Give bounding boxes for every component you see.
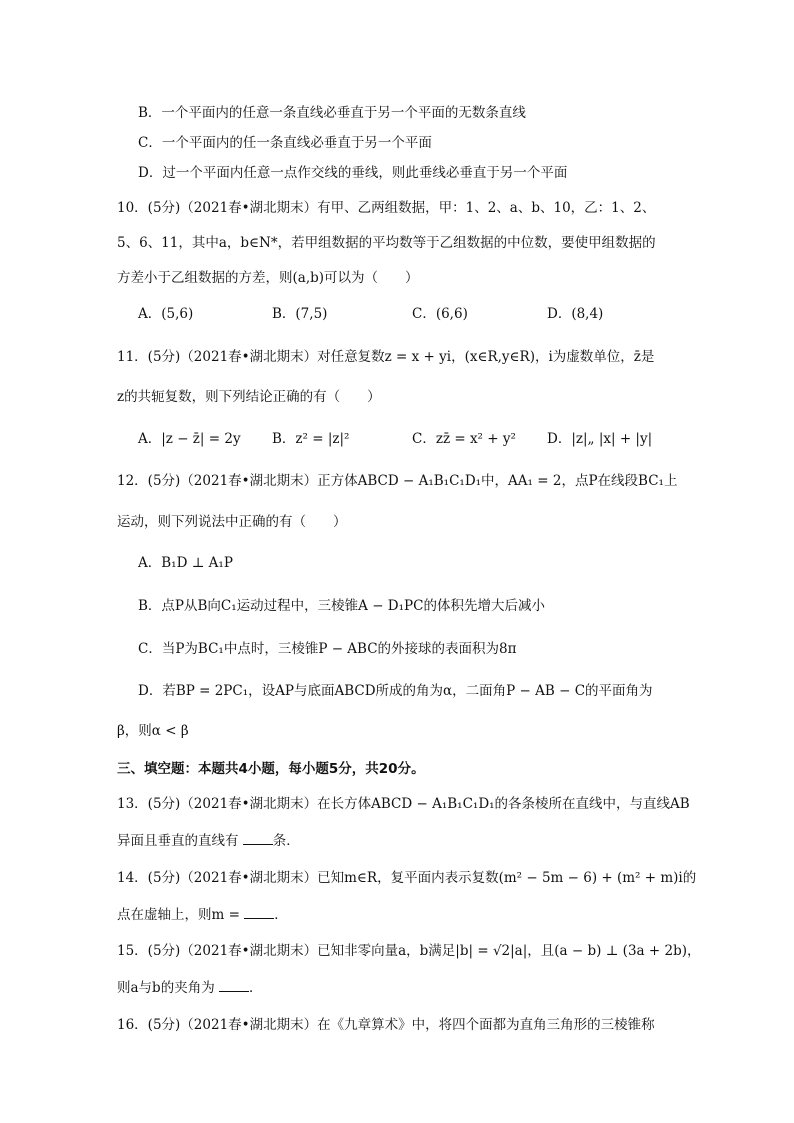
q12-option-d-cont: β，则α < β — [117, 723, 189, 739]
q9-option-b: B．一个平面内的任意一条直线必垂直于另一个平面的无数条直线 — [138, 105, 526, 121]
q9-option-d: D．过一个平面内任意一点作交线的垂线，则此垂线必垂直于另一个平面 — [138, 165, 568, 181]
q15-text-b: ． — [248, 980, 263, 996]
q11-stem-line2: z的共轭复数，则下列结论正确的有（ ） — [117, 389, 381, 405]
q11-option-b: B．z² = |z|² — [272, 431, 350, 447]
q13-text-b: 条． — [272, 833, 300, 849]
q15-answer-blank[interactable] — [219, 979, 249, 992]
q14-answer-blank[interactable] — [244, 906, 274, 919]
q10-stem-line1: 10．(5分)（2021春•湖北期末）有甲、乙两组数据，甲：1、2、a、b、10，乙：1、2、 — [117, 200, 656, 216]
q10-option-a: A．(5,6) — [138, 306, 194, 322]
q15-stem-line2 — [117, 979, 262, 997]
q12-stem-line2: 运动，则下列说法中正确的有（ ） — [117, 514, 347, 530]
section-3-heading: 三、填空题：本题共4小题，每小题5分，共20分。 — [117, 761, 425, 777]
q13-answer-blank[interactable] — [243, 832, 273, 845]
q10-stem-line2: 5、6、11，其中a，b∈N*，若甲组数据的平均数等于乙组数据的中位数，要使甲组数据的 — [117, 235, 656, 251]
q13-stem-line1: 13．(5分)（2021春•湖北期末）在长方体ABCD − A₁B₁C₁D₁的各条棱所在直线中，与直线AB — [117, 796, 690, 812]
q13-text-a: 异面且垂直的直线有 — [117, 833, 243, 849]
q12-stem-line1: 12．(5分)（2021春•湖北期末）正方体ABCD − A₁B₁C₁D₁中，AA₁ = 2，点P在线段BC₁上 — [117, 473, 678, 489]
q10-option-b: B．(7,5) — [272, 306, 328, 322]
q14-stem-line2 — [117, 906, 288, 924]
q16-stem-line1: 16．(5分)（2021春•湖北期末）在《九章算术》中，将四个面都为直角三角形的三棱锥称 — [117, 1017, 655, 1033]
q11-stem-line1: 11．(5分)（2021春•湖北期末）对任意复数z = x + yi，(x∈R,y∈R)，i为虚数单位，z̄是 — [117, 349, 655, 365]
q12-option-c: C．当P为BC₁中点时，三棱锥P − ABC的外接球的表面积为8π — [138, 641, 517, 657]
q9-option-c: C．一个平面内的任一条直线必垂直于另一个平面 — [138, 135, 432, 151]
q12-option-b: B．点P从B向C₁运动过程中，三棱锥A − D₁PC的体积先增大后减小 — [138, 598, 545, 614]
q12-option-d: D．若BP = 2PC₁，设AP与底面ABCD所成的角为α，二面角P − AB − C的平面角为 — [138, 683, 653, 699]
q12-option-a: A．B₁D ⊥ A₁P — [138, 555, 233, 571]
q15-stem-line1: 15．(5分)（2021春•湖北期末）已知非零向量a，b满足|b| = √2|a|，且(a − b) ⊥ (3a + 2b)， — [117, 943, 701, 959]
q14-text-a: 点在虚轴上，则m = — [117, 907, 245, 923]
q14-text-b: ． — [274, 907, 288, 923]
q15-text-a: 则a与b的夹角为 — [117, 980, 219, 996]
q10-option-d: D．(8,4) — [547, 306, 604, 322]
q10-option-c: C．(6,6) — [412, 306, 468, 322]
q14-stem-line1: 14．(5分)（2021春•湖北期末）已知m∈R，复平面内表示复数(m² − 5m − 6) + (m² + m)i的 — [117, 870, 697, 886]
q10-stem-line3: 方差小于乙组数据的方差，则(a,b)可以为（ ） — [117, 270, 419, 286]
q13-stem-line2 — [117, 832, 300, 850]
q11-option-d: D．|z|„ |x| + |y| — [547, 431, 653, 447]
q11-option-c: C．zz̄ = x² + y² — [412, 431, 516, 447]
q11-option-a: A．|z − z̄| = 2y — [138, 431, 241, 447]
